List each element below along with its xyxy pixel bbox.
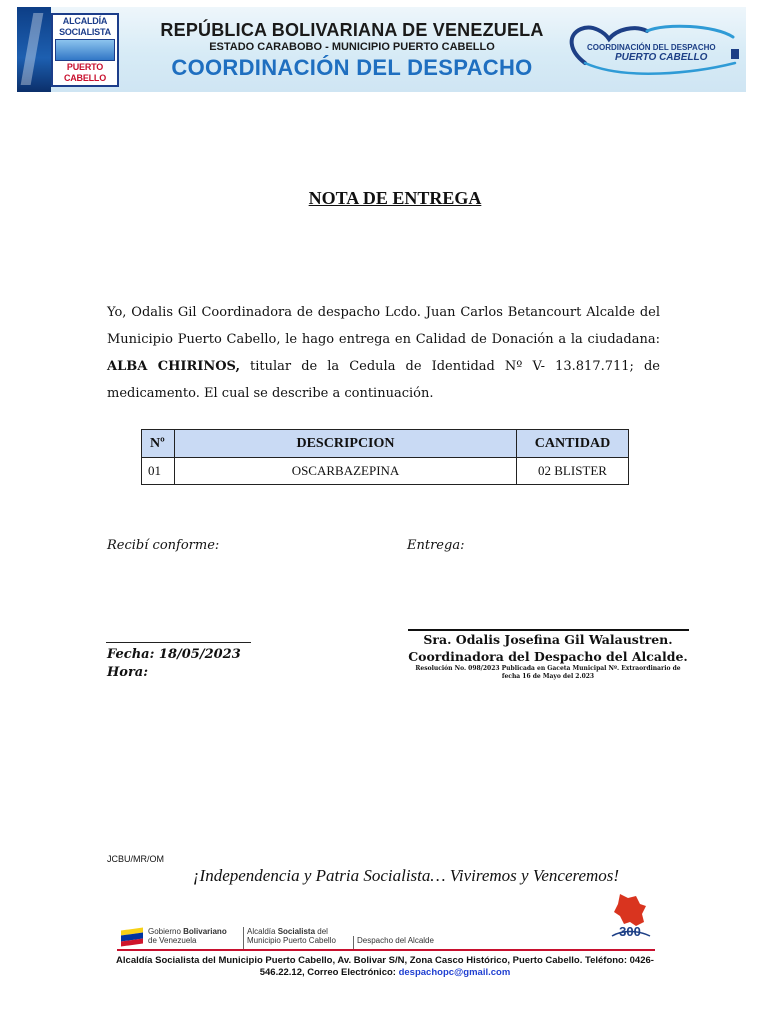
- alc-text: Alcaldía: [247, 927, 278, 936]
- despacho-label: Despacho del Alcalde: [353, 936, 434, 950]
- items-table: [141, 429, 629, 485]
- table-header-row: [142, 430, 629, 458]
- logo-line: CABELLO: [63, 73, 107, 83]
- banner-title-block: [127, 19, 577, 82]
- venezuela-flag-icon: [121, 927, 143, 946]
- alc-text: del: [315, 927, 328, 936]
- coord-logo-line: COORDINACIÓN DEL DESPACHO: [587, 43, 716, 52]
- signer-block: [393, 631, 703, 681]
- reference-initials: JCBU/MR/OM: [107, 854, 164, 864]
- gov-label: [148, 927, 227, 945]
- received-label: Recibí conforme:: [107, 538, 220, 553]
- paragraph-text: titular de la Cedula de Identidad Nº V- 13.817.711; de medicamento. El cual se describe a continuación.: [107, 359, 660, 401]
- gov-text: Gobierno: [148, 927, 184, 936]
- alcaldia-logo: [51, 13, 119, 87]
- column-header-number: Nº: [142, 430, 175, 458]
- document-title: NOTA DE ENTREGA: [308, 188, 482, 208]
- venezuela-map-icon: [606, 892, 654, 944]
- address-text: Alcaldía Socialista del Municipio Puerto Cabello, Av. Bolivar S/N, Zona Casco Histórico, Puerto Cabello. Teléfono: 0426-546.22.12, Correo Electrónico:: [116, 955, 654, 978]
- signer-role: Coordinadora del Despacho del Alcalde.: [408, 649, 688, 664]
- footer-logos: [116, 918, 656, 950]
- column-header-quantity: CANTIDAD: [517, 430, 629, 458]
- logo-line: ALCALDÍA: [62, 16, 108, 26]
- alc-text: Municipio Puerto Cabello: [247, 936, 336, 945]
- motto: ¡Independencia y Patria Socialista… Viviremos y Venceremos!: [192, 866, 620, 885]
- paragraph-text: Yo, Odalis Gil Coordinadora de despacho Lcdo. Juan Carlos Betancourt Alcalde del Municipio Puerto Cabello, le hago entrega en Calidad de Donación a la ciudadana:: [107, 305, 660, 347]
- footer-address: [100, 955, 670, 979]
- coord-logo-line: PUERTO CABELLO: [615, 52, 708, 63]
- logo-line: SOCIALISTA: [59, 27, 111, 37]
- logo-line: PUERTO: [66, 62, 104, 72]
- signer-resolution: Resolución No. 098/2023 Publicada en Gaceta Municipal Nº. Extraordinario de fecha 16 de Mayo del 2.023: [415, 665, 681, 680]
- state-subtitle: ESTADO CARABOBO - MUNICIPIO PUERTO CABELLO: [209, 41, 495, 53]
- gov-text-bold: Bolivariano: [183, 927, 227, 936]
- delivered-label: Entrega:: [407, 538, 465, 553]
- anniversary-emblem: [606, 892, 654, 944]
- alcaldia-label: [243, 927, 336, 949]
- cell-description: OSCARBAZEPINA: [175, 458, 517, 485]
- alc-text-bold: Socialista: [277, 927, 316, 936]
- recipient-name: ALBA CHIRINOS,: [107, 359, 240, 374]
- emblem-number: 300: [619, 924, 641, 939]
- coordinacion-logo: [565, 21, 741, 77]
- gov-text: de Venezuela: [148, 936, 197, 945]
- delivery-paragraph: [107, 299, 660, 407]
- cell-number: 01: [142, 458, 175, 485]
- time-label: Hora:: [107, 665, 149, 680]
- signer-name: Sra. Odalis Josefina Gil Walaustren.: [423, 632, 673, 647]
- logo-city-image: [55, 39, 115, 61]
- table-row: [142, 458, 629, 485]
- column-header-description: DESCRIPCION: [175, 430, 517, 458]
- footer-divider: [117, 949, 655, 951]
- cell-quantity: 02 BLISTER: [517, 458, 629, 485]
- republic-title: REPÚBLICA BOLIVARIANA DE VENEZUELA: [160, 20, 544, 40]
- banner-decoration: [17, 7, 51, 92]
- header-banner: [17, 7, 746, 92]
- recipient-signature-line: [106, 642, 251, 643]
- office-title: COORDINACIÓN DEL DESPACHO: [171, 55, 533, 80]
- email-link[interactable]: despachopc@gmail.com: [398, 967, 511, 978]
- date-label: Fecha: 18/05/2023: [107, 647, 241, 662]
